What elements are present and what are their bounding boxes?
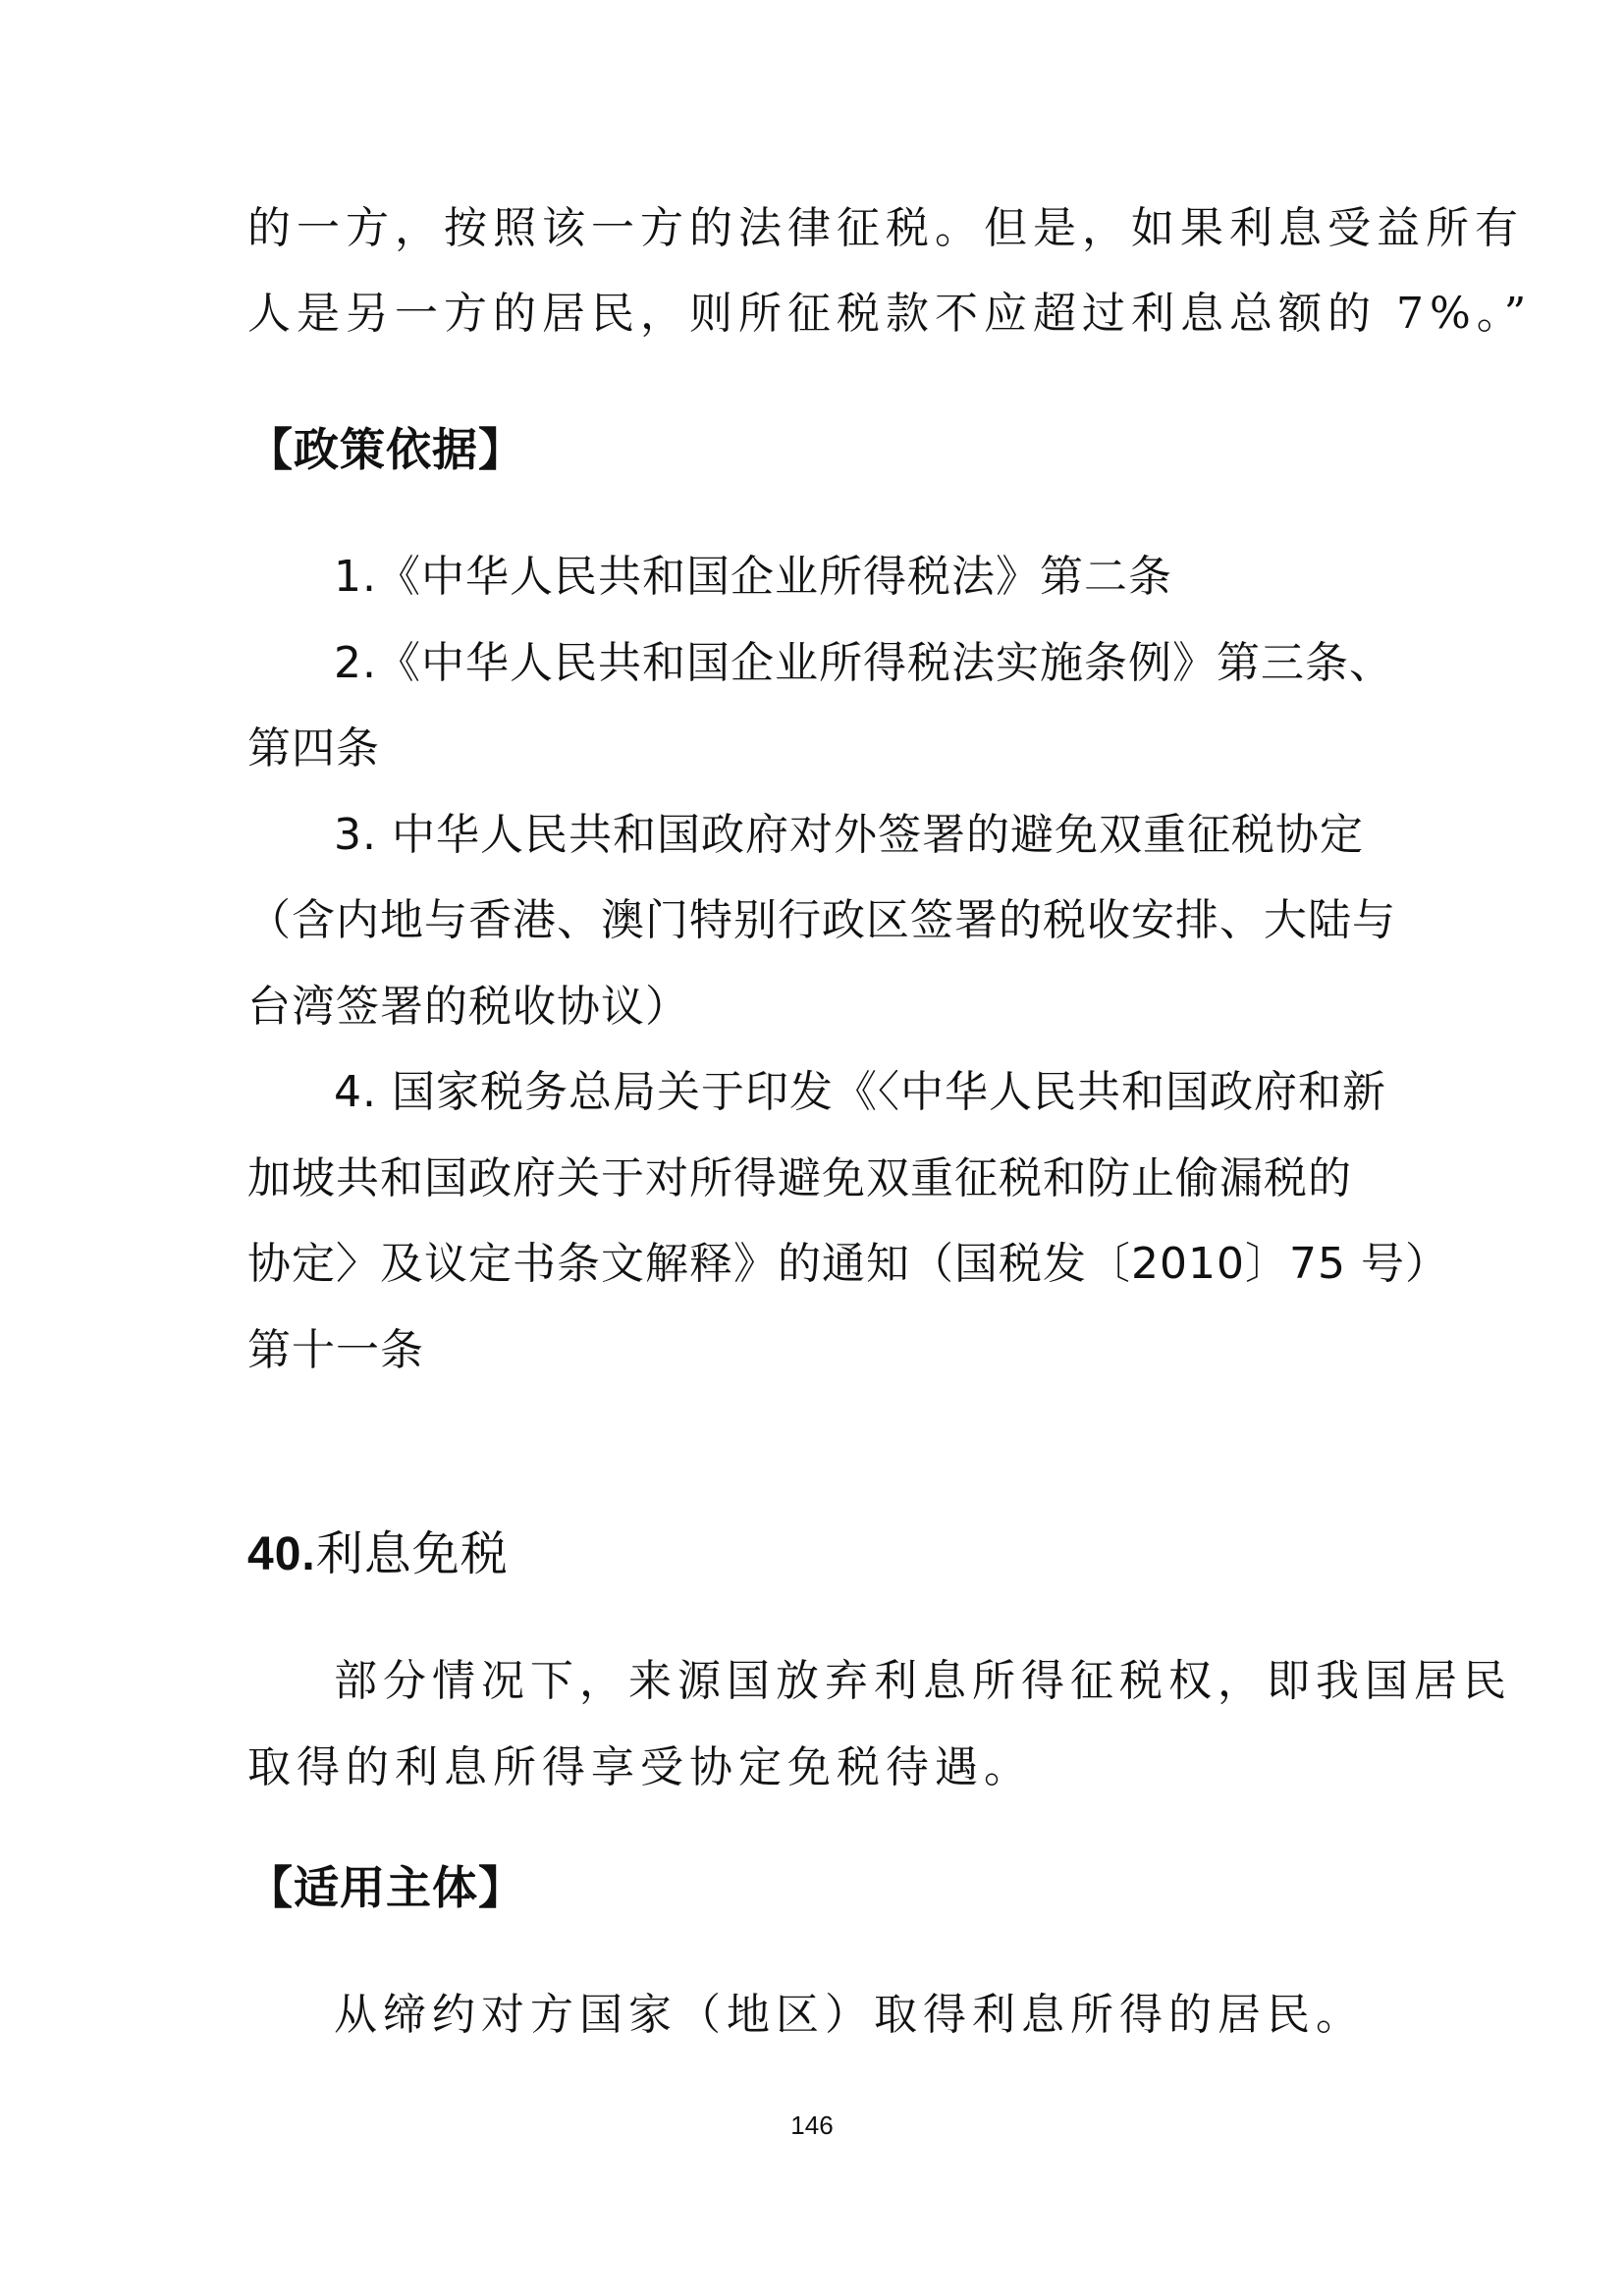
policy-item-2-line-1: 2.《中华人民共和国企业所得税法实施条例》第三条、 — [334, 638, 1393, 688]
policy-item-4-line-1: 4. 国家税务总局关于印发《〈中华人民共和国政府和新 — [334, 1067, 1386, 1117]
policy-item-4-line-2: 加坡共和国政府关于对所得避免双重征税和防止偷漏税的 — [247, 1153, 1352, 1203]
intro-line-1: 的一方，按照该一方的法律征税。但是，如果利息受益所有 — [247, 203, 1524, 253]
section-para-line-1: 部分情况下，来源国放弃利息所得征税权，即我国居民 — [334, 1656, 1512, 1706]
section-heading — [247, 1524, 509, 1584]
policy-item-4-line-3: 协定〉及议定书条文解释》的通知（国税发〔2010〕75 号） — [247, 1239, 1449, 1289]
policy-item-3-line-1: 3. 中华人民共和国政府对外签署的避免双重征税协定 — [334, 810, 1364, 860]
section-para-line-2: 取得的利息所得享受协定免税待遇。 — [247, 1742, 1033, 1792]
section-number: 40. — [247, 1528, 316, 1580]
policy-item-3-line-3: 台湾签署的税收协议） — [247, 982, 689, 1032]
policy-heading: 【政策依据】 — [247, 423, 524, 476]
subject-text: 从缔约对方国家（地区）取得利息所得的居民。 — [334, 1990, 1365, 2040]
policy-item-2-line-2: 第四条 — [247, 723, 380, 774]
page-number: 146 — [790, 2110, 834, 2140]
policy-item-1-line-1: 1.《中华人民共和国企业所得税法》第二条 — [334, 552, 1172, 602]
subject-heading: 【适用主体】 — [247, 1861, 524, 1914]
policy-item-4-line-4: 第十一条 — [247, 1325, 424, 1375]
intro-line-2: 人是另一方的居民，则所征税款不应超过利息总额的 7%。” — [247, 289, 1533, 339]
section-title: 利息免税 — [315, 1526, 509, 1581]
policy-item-3-line-2: （含内地与香港、澳门特别行政区签署的税收安排、大陆与 — [247, 895, 1396, 945]
